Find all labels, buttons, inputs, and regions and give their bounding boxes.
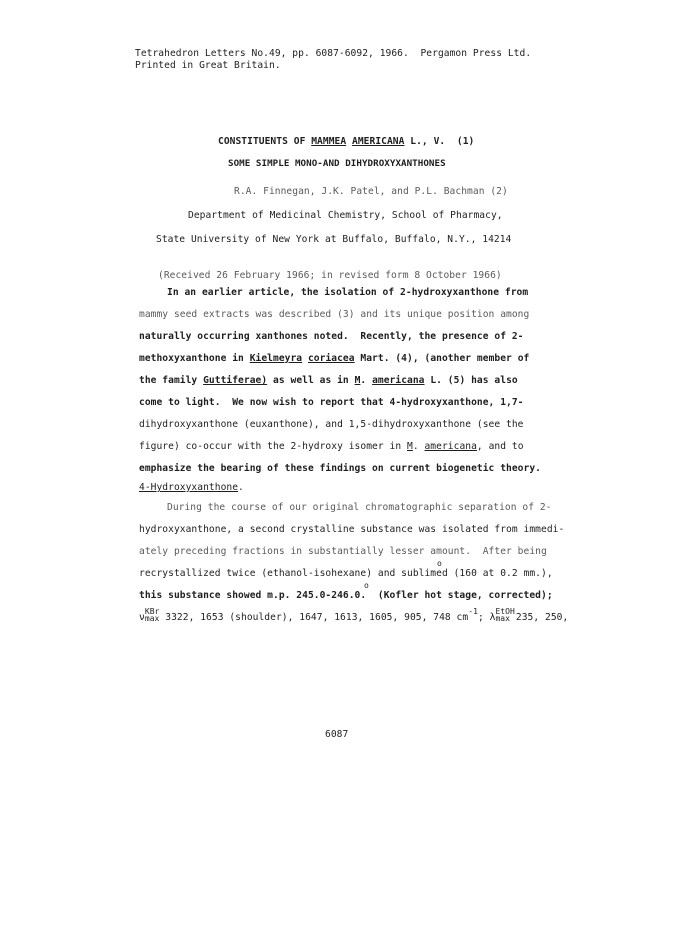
body-text: figure) co-occur with the 2-hydroxy isomer in [139,441,407,452]
genus-abbrev: M [354,375,361,386]
species-coriacea: coriacea [307,353,355,364]
degree-mark: o [364,581,369,590]
body-text: L. (5) has also [424,375,518,386]
author-department: Department of Medicinal Chemistry, School of Pharmacy, [188,210,503,221]
body-text: . [360,375,373,386]
body-text: recrystallized twice (ethanol-isohexane) and sublimed (160 [139,568,477,579]
separator: ; [477,612,490,623]
body-text: as well as in [267,375,355,386]
uv-max: max [495,614,511,623]
nu-symbol: ν [139,612,145,623]
title-species: AMERICANA [352,136,405,147]
body-line: come to light. We now wish to report that 4-hydroxyxanthone, 1,7- [139,397,524,408]
ir-conditions [144,607,160,623]
spectral-data-line [139,607,569,624]
wavenumber-exponent: -1 [468,607,478,616]
genus-kielmeyra: Kielmeyra [249,353,303,364]
body-text: . (Kofler hot stage, corrected); [360,590,553,601]
body-line: During the course of our original chromatographic separation of 2- [167,502,552,513]
title-prefix: CONSTITUENTS OF [218,136,312,147]
journal-header-line2: Printed in Great Britain. [135,60,281,71]
genus-abbrev: M [407,441,413,452]
species-americana: americana [372,375,425,386]
body-line [139,353,529,365]
body-line [139,590,553,602]
uv-values: 235, 250, [510,612,569,623]
body-line [139,375,518,387]
author-names: R.A. Finnegan, J.K. Patel, and P.L. Bachman (2) [234,186,508,197]
body-line: dihydroxyxanthone (euxanthone), and 1,5-dihydroxyxanthone (see the [139,419,524,430]
title-suffix: L., V. (1) [404,136,475,147]
body-line: ately preceding fractions in substantially lesser amount. After being [139,546,547,557]
body-line: hydroxyxanthone, a second crystalline substance was isolated from immedi- [139,524,565,535]
body-line: mammy seed extracts was described (3) and its unique position among [139,309,530,320]
title-genus: MAMMEA [311,136,347,147]
received-date: (Received 26 February 1966; in revised form 8 October 1966) [158,270,502,281]
subheading-text: 4-Hydroxyxanthone [139,482,239,493]
body-line [139,568,553,580]
body-text: Mart. (4), (another member of [354,353,530,364]
body-text: at 0.2 mm.), [476,568,553,579]
degree-mark: o [437,559,442,568]
article-title-line2: SOME SIMPLE MONO-AND DIHYDROXYXANTHONES [228,158,446,169]
body-line: In an earlier article, the isolation of 2-hydroxyxanthone from [167,287,529,298]
page-number: 6087 [325,729,349,740]
author-university: State University of New York at Buffalo, Buffalo, N.Y., 14214 [156,234,512,245]
uv-conditions [495,607,515,623]
ir-max: max [144,614,160,623]
section-subheading [139,482,244,494]
body-text: this substance showed m.p. 245.0-246.0 [139,590,361,601]
family-guttiferae: Guttiferae) [203,375,268,386]
lambda-symbol: λ [489,612,496,623]
body-line: emphasize the bearing of these findings on current biogenetic theory. [139,463,541,474]
body-line [139,441,524,453]
body-text: the family [139,375,204,386]
body-text: methoxyxanthone in [139,353,250,364]
subheading-period: . [238,482,244,493]
uv-solvent: EtOH [495,607,515,616]
ir-values: 3322, 1653 (shoulder), 1647, 1613, 1605, 905, 748 cm [159,612,469,623]
journal-header-line1: Tetrahedron Letters No.49, pp. 6087-6092, 1966. Pergamon Press Ltd. [135,48,532,59]
body-line: naturally occurring xanthones noted. Recently, the presence of 2- [139,331,524,342]
ir-medium: KBr [144,607,160,616]
body-text: , and to [476,441,524,452]
article-title-line1 [218,136,474,148]
body-text: . [412,441,425,452]
species-americana: americana [424,441,477,452]
